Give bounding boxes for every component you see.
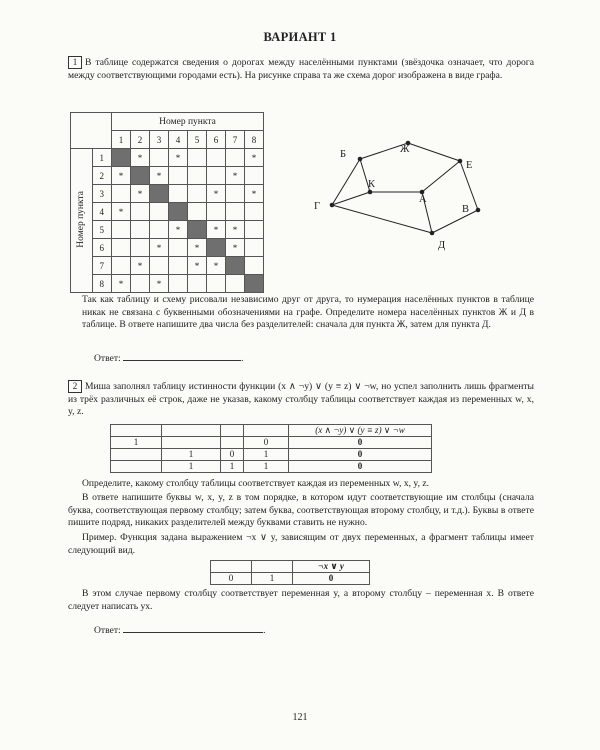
vertex-G	[330, 203, 335, 208]
vertex-B	[358, 157, 363, 162]
table-cell: 1	[162, 461, 221, 473]
table-cell: 1	[221, 461, 244, 473]
table-row	[71, 203, 264, 221]
table-cell: *	[169, 149, 188, 167]
table-header-row	[111, 425, 432, 437]
table-cell: *	[226, 167, 245, 185]
table-cell: *	[131, 257, 150, 275]
q2-paragraph-3: Пример. Функция задана выражением ¬x ∨ y, зависящим от двух переменных, а фрагмент таблицы имеет следующий вид.	[68, 532, 534, 556]
vertex-V	[476, 208, 481, 213]
diagonal-cell	[207, 239, 226, 257]
row-header: 4	[92, 203, 111, 221]
table-cell	[111, 461, 162, 473]
table-cell	[111, 449, 162, 461]
column-header: 8	[245, 131, 264, 149]
diagonal-cell	[112, 149, 131, 167]
diagonal-cell	[131, 167, 150, 185]
table-row	[111, 449, 432, 461]
q1-number: 1	[68, 56, 82, 69]
table-cell	[112, 221, 131, 239]
graph-edges	[332, 143, 478, 233]
column-header: 5	[188, 131, 207, 149]
table-row	[71, 239, 264, 257]
q2-intro	[68, 380, 534, 419]
table-cell	[207, 203, 226, 221]
table-cell	[245, 203, 264, 221]
q1-explanation: Так как таблицу и схему рисовали независимо друг от друга, то нумерация населённых пунктов в таблице никак не связана с буквенными обозначениями на графе. Определите номера населённых пунктов Ж и Д в таблице. В ответе напишите два числа без разделителей: сначала для пункта Ж, затем для пункта Д.	[82, 294, 534, 331]
table-row	[71, 275, 264, 293]
q2-paragraph-4: В этом случае первому столбцу соответствует переменная y, а второму столбцу – переменная x. В ответе следует написать yx.	[68, 588, 534, 612]
table-cell: *	[131, 149, 150, 167]
table-cell	[169, 257, 188, 275]
table-row	[211, 573, 370, 585]
row-header: 7	[92, 257, 111, 275]
diagonal-cell	[245, 275, 264, 293]
table-cell	[188, 185, 207, 203]
table-cell: *	[207, 221, 226, 239]
table-row	[71, 221, 264, 239]
label-E: Е	[466, 160, 473, 171]
diagonal-cell	[169, 203, 188, 221]
table-cell: 1	[252, 573, 293, 585]
vertex-D	[430, 231, 435, 236]
table-cell	[169, 275, 188, 293]
edge-V-D	[432, 210, 478, 233]
column-header: 4	[169, 131, 188, 149]
table-cell: *	[188, 257, 207, 275]
label-K: К	[368, 179, 376, 190]
table-cell	[131, 203, 150, 221]
row-group-label	[71, 149, 93, 293]
label-A: А	[419, 194, 427, 205]
table-cell: 0	[244, 437, 289, 449]
q2-paragraph-1: Определите, какому столбцу таблицы соответствует каждая из переменных w, x, y, z.	[82, 478, 430, 489]
edge-Zh-E	[408, 143, 460, 161]
table-cell: *	[112, 275, 131, 293]
table-cell: 0	[289, 437, 432, 449]
q2-answer-blank[interactable]	[123, 624, 263, 633]
diagonal-cell	[226, 257, 245, 275]
table-cell: *	[150, 239, 169, 257]
row-header: 2	[92, 167, 111, 185]
table-cell: 0	[293, 573, 370, 585]
q2-example-table	[210, 560, 370, 585]
table-cell	[150, 149, 169, 167]
table-cell	[207, 275, 226, 293]
table-cell: *	[245, 185, 264, 203]
label-B: Б	[340, 149, 347, 160]
table-cell	[188, 203, 207, 221]
table-cell	[245, 257, 264, 275]
q2-answer-label: Ответ:	[94, 625, 121, 636]
table-cell	[112, 185, 131, 203]
table-cell	[162, 437, 221, 449]
table-cell: 0	[289, 461, 432, 473]
table-cell	[169, 185, 188, 203]
row-header: 8	[92, 275, 111, 293]
edge-G-D	[332, 205, 432, 233]
column-header: 7	[226, 131, 245, 149]
header-cell	[211, 561, 252, 573]
column-header: 6	[207, 131, 226, 149]
table-row	[71, 149, 264, 167]
table-row	[71, 257, 264, 275]
function-header: ¬x ∨ y	[293, 561, 370, 573]
table-cell: 0	[289, 449, 432, 461]
table-cell: *	[207, 185, 226, 203]
column-header: 1	[112, 131, 131, 149]
label-Zh: Ж	[400, 144, 410, 155]
table-row	[71, 185, 264, 203]
table-cell	[226, 185, 245, 203]
q1-answer-blank[interactable]	[123, 352, 241, 361]
header-cell	[162, 425, 221, 437]
table-cell: *	[131, 185, 150, 203]
table-cell	[226, 275, 245, 293]
table-cell: *	[112, 167, 131, 185]
row-header: 1	[92, 149, 111, 167]
table-cell	[188, 275, 207, 293]
row-header: 3	[92, 185, 111, 203]
table-corner	[71, 113, 112, 149]
table-cell	[207, 149, 226, 167]
label-G: Г	[314, 201, 321, 212]
q2-paragraph-2: В ответе напишите буквы w, x, y, z в том порядке, в котором идут соответствующие им столбцы (сначала буква, соответствующая первому столбцу; затем буква, соответствующая второму столбцу, и т.д.). Буквы в ответе пишите подряд, никаких разделителей между буквами ставить не нужно.	[68, 492, 534, 529]
table-cell: 1	[244, 449, 289, 461]
label-V: В	[462, 204, 470, 215]
edge-G-K	[332, 192, 370, 205]
table-row	[111, 437, 432, 449]
table-cell: 1	[244, 461, 289, 473]
column-header: 2	[131, 131, 150, 149]
q1-intro-text: В таблице содержатся сведения о дорогах между населёнными пунктами (звёздочка означает, что дорога между соответствующими городами есть). На рисунке справа та же схема дорог изображена в виде графа.	[68, 57, 534, 81]
row-header: 5	[92, 221, 111, 239]
table-cell	[188, 149, 207, 167]
row-group-label-text: Номер пункта	[76, 191, 87, 248]
label-D: Д	[438, 240, 446, 251]
vertex-K	[368, 190, 373, 195]
table-cell	[112, 239, 131, 257]
q1-road-graph	[300, 130, 530, 260]
vertex-E	[458, 159, 463, 164]
q1-intro	[68, 56, 534, 82]
table-cell	[245, 167, 264, 185]
table-cell: *	[245, 149, 264, 167]
column-group-header: Номер пункта	[112, 113, 264, 131]
function-header: (x ∧ ¬y) ∨ (y ≡ z) ∨ ¬w	[289, 425, 432, 437]
diagonal-cell	[150, 185, 169, 203]
header-cell	[221, 425, 244, 437]
header-cell	[244, 425, 289, 437]
q2-truth-table	[110, 424, 432, 473]
page-number: 121	[292, 712, 308, 723]
table-cell: *	[150, 167, 169, 185]
table-cell	[245, 239, 264, 257]
q1-adjacency-table	[70, 112, 264, 293]
row-header: 6	[92, 239, 111, 257]
column-header: 3	[150, 131, 169, 149]
diagonal-cell	[188, 221, 207, 239]
table-cell: 1	[111, 437, 162, 449]
table-cell: *	[169, 221, 188, 239]
table-cell	[226, 203, 245, 221]
edge-B-G	[332, 159, 360, 205]
table-cell: 1	[162, 449, 221, 461]
table-cell	[226, 149, 245, 167]
table-cell	[112, 257, 131, 275]
q2-answer-line: Ответ: .	[94, 625, 266, 636]
table-cell	[245, 221, 264, 239]
table-cell: *	[150, 275, 169, 293]
table-cell: *	[226, 239, 245, 257]
table-cell	[131, 239, 150, 257]
table-cell: *	[188, 239, 207, 257]
table-cell	[169, 239, 188, 257]
table-row	[111, 461, 432, 473]
table-cell	[150, 221, 169, 239]
table-cell: *	[112, 203, 131, 221]
table-cell	[131, 275, 150, 293]
table-cell	[188, 167, 207, 185]
q2-number: 2	[68, 380, 82, 393]
table-cell: *	[226, 221, 245, 239]
table-cell	[221, 437, 244, 449]
table-row	[71, 167, 264, 185]
table-cell: 0	[221, 449, 244, 461]
q1-answer-line: Ответ: .	[94, 353, 244, 364]
header-cell	[111, 425, 162, 437]
header-cell	[252, 561, 293, 573]
table-cell	[131, 221, 150, 239]
table-cell	[150, 257, 169, 275]
table-cell: 0	[211, 573, 252, 585]
edge-A-E	[422, 161, 460, 192]
table-header-row	[211, 561, 370, 573]
table-cell	[207, 167, 226, 185]
table-cell: *	[207, 257, 226, 275]
table-cell	[150, 203, 169, 221]
q1-answer-label: Ответ:	[94, 353, 121, 364]
table-cell	[169, 167, 188, 185]
page-title: ВАРИАНТ 1	[263, 30, 337, 44]
q2-intro-text: Миша заполнял таблицу истинности функции (x ∧ ¬y) ∨ (y ≡ z) ∨ ¬w, но успел заполнить лишь фрагменты из трёх различных её строк, даже не указав, какому столбцу таблицы соответствует каждая из переменных w, x, y, z.	[68, 381, 534, 418]
